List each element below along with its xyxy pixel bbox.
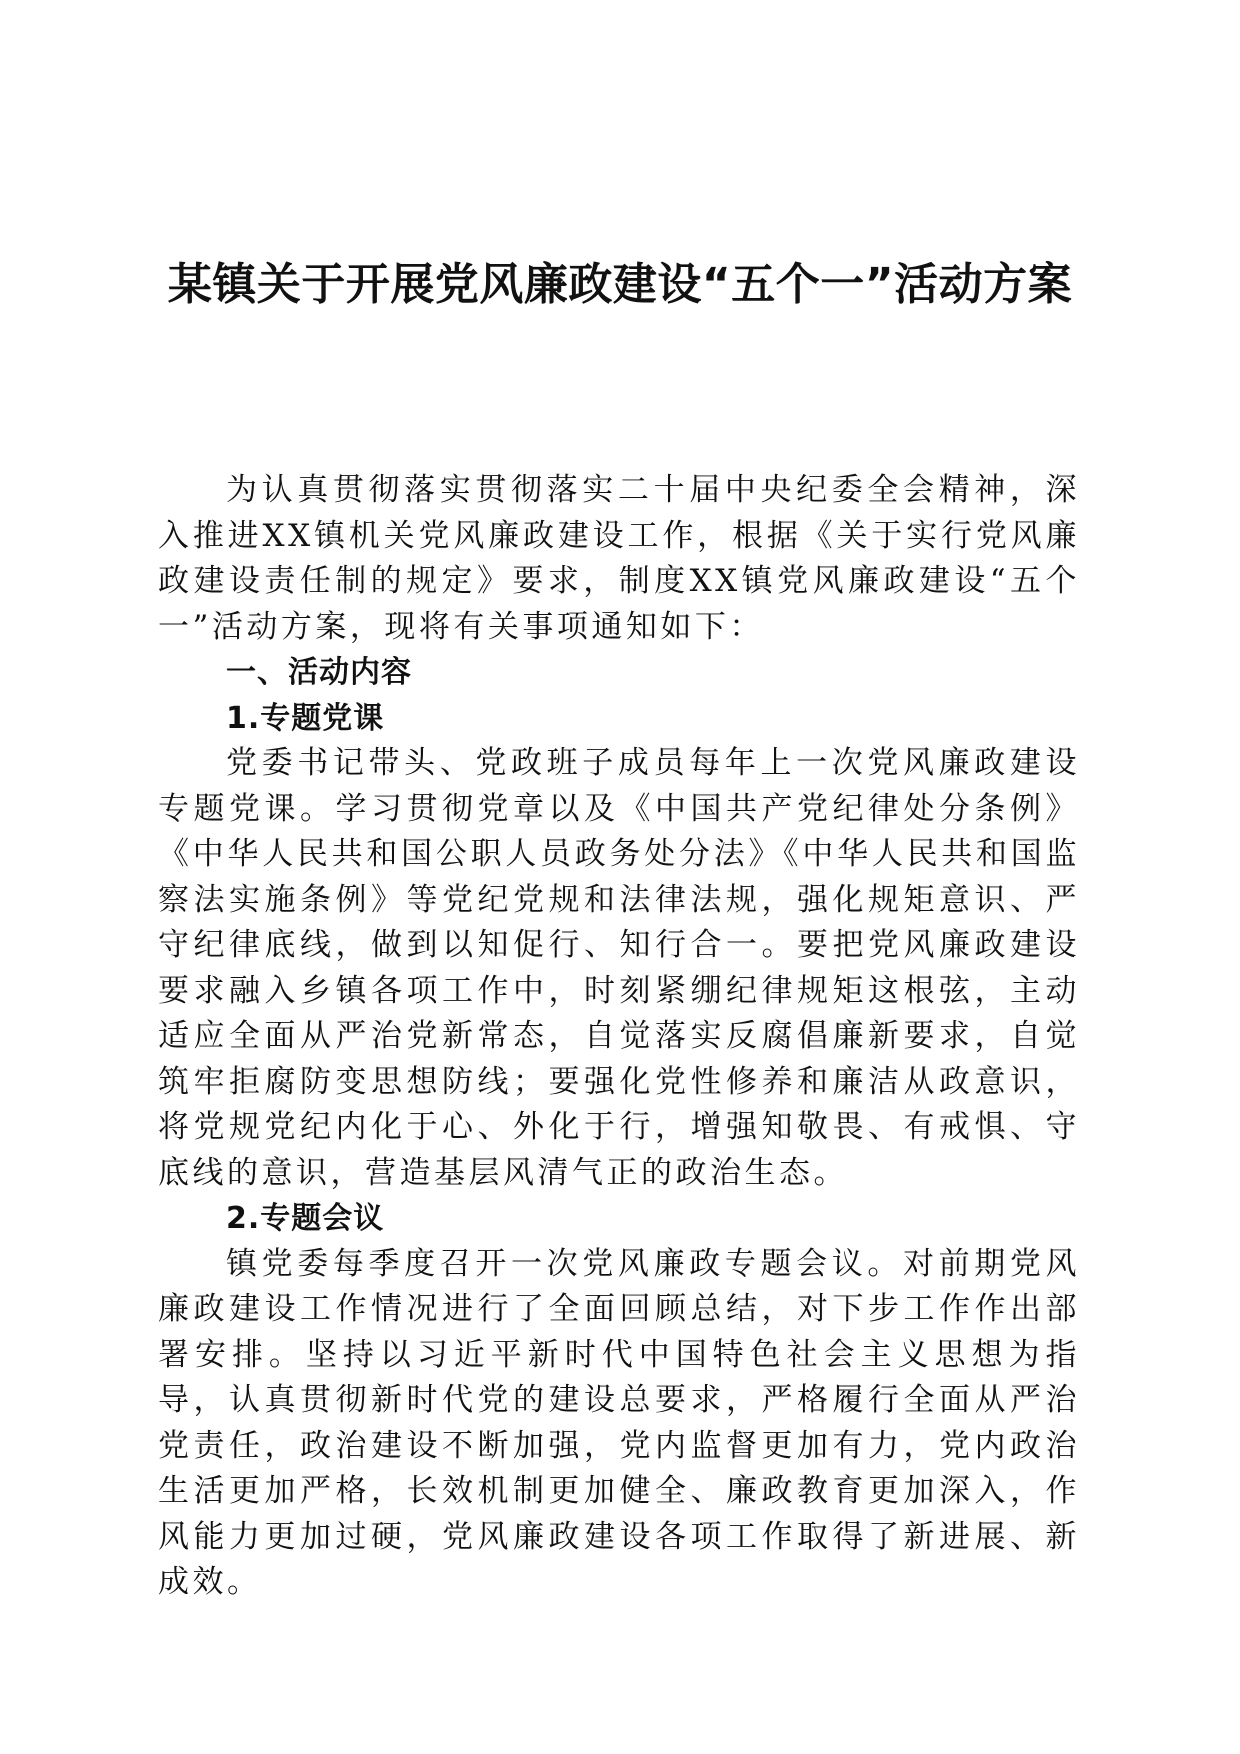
document-title: 某镇关于开展党风廉政建设“五个一”活动方案 <box>167 259 1073 310</box>
intro-paragraph: 为认真贯彻落实贯彻落实二十届中央纪委全会精神，深入推进XX镇机关党风廉政建设工作，根据《关于实行党风廉政建设责任制的规定》要求，制度XX镇党风廉政建设“五个一”活动方案，现将有关事项通知如下： <box>158 472 1080 645</box>
section-heading-activity-content: 一、活动内容 <box>226 655 412 690</box>
item-paragraph-party-lecture: 党委书记带头、党政班子成员每年上一次党风廉政建设专题党课。学习贯彻党章以及《中国共产党纪律处分条例》《中华人民共和国公职人员政务处分法》《中华人民共和国监察法实施条例》等党纪党规和法律法规，强化规矩意识、严守纪律底线，做到以知促行、知行合一。要把党风廉政建设要求融入乡镇各项工作中，时刻紧绷纪律规矩这根弦，主动适应全面从严治党新常态，自觉落实反腐倡廉新要求，自觉筑牢拒腐防变思想防线；要强化党性修养和廉洁从政意识，将党规党纪内化于心、外化于行，增强知敬畏、有戒惧、守底线的意识，营造基层风清气正的政治生态。 <box>158 745 1080 1191</box>
item-paragraph-special-meeting: 镇党委每季度召开一次党风廉政专题会议。对前期党风廉政建设工作情况进行了全面回顾总结，对下步工作作出部署安排。坚持以习近平新时代中国特色社会主义思想为指导，认真贯彻新时代党的建设总要求，严格履行全面从严治党责任，政治建设不断加强，党内监督更加有力，党内政治生活更加严格，长效机制更加健全、廉政教育更加深入，作风能力更加过硬，党风廉政建设各项工作取得了新进展、新成效。 <box>158 1245 1080 1600</box>
item-heading-party-lecture: 1.专题党课 <box>226 700 385 736</box>
item-heading-special-meeting: 2.专题会议 <box>226 1201 385 1236</box>
document-body <box>158 468 1080 1606</box>
